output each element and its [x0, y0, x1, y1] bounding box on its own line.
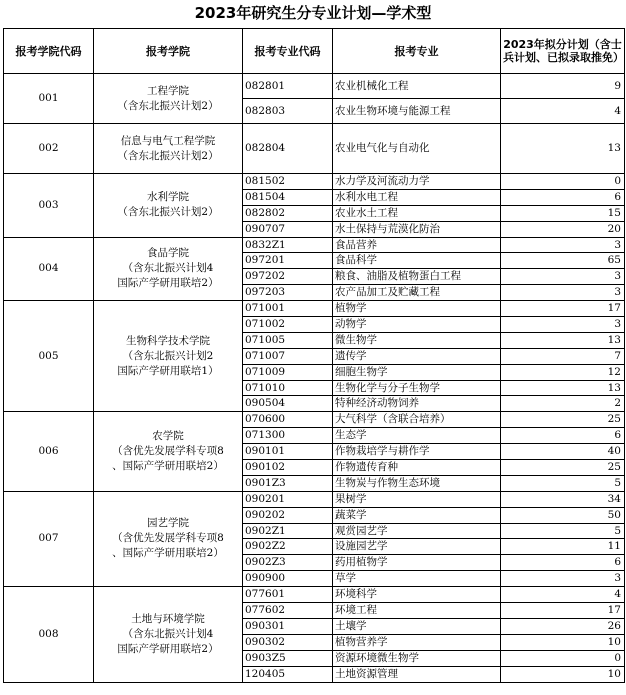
- major-name-cell: 药用植物学: [333, 555, 501, 571]
- page-title: 2023年研究生分专业计划—学术型: [194, 4, 432, 22]
- college-name-cell: [94, 237, 243, 301]
- plan-count-cell: 13: [501, 124, 625, 174]
- plan-count-cell: 2: [501, 396, 625, 412]
- college-name-line: （含东北振兴计划2）: [117, 149, 219, 162]
- plan-count-cell: 4: [501, 99, 625, 124]
- plan-count-cell: 25: [501, 460, 625, 476]
- major-name-cell: 生物化学与分子生物学: [333, 380, 501, 396]
- table-row: [4, 124, 625, 174]
- plan-count-cell: 17: [501, 603, 625, 619]
- plan-count-cell: 3: [501, 285, 625, 301]
- college-code-cell: 002: [4, 124, 94, 174]
- major-code-cell: 0901Z3: [243, 475, 333, 491]
- plan-count-cell: 4: [501, 587, 625, 603]
- major-code-cell: 090301: [243, 618, 333, 634]
- plan-count-cell: 7: [501, 348, 625, 364]
- header-major: 报考专业: [333, 29, 501, 74]
- plan-count-cell: 10: [501, 666, 625, 682]
- major-code-cell: 0902Z3: [243, 555, 333, 571]
- plan-count-cell: 6: [501, 428, 625, 444]
- table-row: [4, 74, 625, 99]
- plan-count-cell: 13: [501, 332, 625, 348]
- plan-count-cell: 40: [501, 444, 625, 460]
- major-name-cell: 大气科学（含联合培养）: [333, 412, 501, 428]
- major-code-cell: 090707: [243, 221, 333, 237]
- major-name-cell: 食品科学: [333, 253, 501, 269]
- plan-count-cell: 65: [501, 253, 625, 269]
- major-name-cell: 观赏园艺学: [333, 523, 501, 539]
- college-name-cell: [94, 491, 243, 586]
- major-name-cell: 环境工程: [333, 603, 501, 619]
- college-name-cell: [94, 174, 243, 238]
- major-code-cell: 082802: [243, 205, 333, 221]
- college-name-line: （含东北振兴计划2）: [117, 99, 219, 112]
- table-row: [4, 412, 625, 428]
- college-code-cell: 004: [4, 237, 94, 301]
- major-name-cell: 资源环境微生物学: [333, 650, 501, 666]
- major-code-cell: 071300: [243, 428, 333, 444]
- major-code-cell: 097202: [243, 269, 333, 285]
- major-name-cell: 农业生物环境与能源工程: [333, 99, 501, 124]
- college-code-cell: 006: [4, 412, 94, 491]
- major-code-cell: 097201: [243, 253, 333, 269]
- plan-count-cell: 3: [501, 317, 625, 333]
- major-code-cell: 0903Z5: [243, 650, 333, 666]
- table-row: [4, 587, 625, 603]
- college-name-line: 国际产学研用联培2）: [117, 642, 219, 655]
- major-code-cell: 090201: [243, 491, 333, 507]
- header-plan: 2023年拟分计划（含士兵计划、已拟录取推免）: [501, 29, 625, 74]
- plan-count-cell: 10: [501, 634, 625, 650]
- college-name-line: 、国际产学研用联培2）: [112, 547, 224, 560]
- plan-count-cell: 5: [501, 475, 625, 491]
- college-name-line: 土地与环境学院: [131, 612, 205, 625]
- plan-count-cell: 20: [501, 221, 625, 237]
- plan-count-cell: 17: [501, 301, 625, 317]
- header-college: 报考学院: [94, 29, 243, 74]
- major-name-cell: 环境科学: [333, 587, 501, 603]
- major-code-cell: 077601: [243, 587, 333, 603]
- major-code-cell: 071007: [243, 348, 333, 364]
- major-code-cell: 071005: [243, 332, 333, 348]
- major-code-cell: 071001: [243, 301, 333, 317]
- plan-count-cell: 12: [501, 364, 625, 380]
- major-name-cell: 遗传学: [333, 348, 501, 364]
- college-code-cell: 008: [4, 587, 94, 682]
- major-name-cell: 作物遗传育种: [333, 460, 501, 476]
- plan-count-cell: 25: [501, 412, 625, 428]
- major-code-cell: 081504: [243, 189, 333, 205]
- header-major-code: 报考专业代码: [243, 29, 333, 74]
- major-name-cell: 果树学: [333, 491, 501, 507]
- major-code-cell: 070600: [243, 412, 333, 428]
- major-code-cell: 071009: [243, 364, 333, 380]
- plan-count-cell: 9: [501, 74, 625, 99]
- major-name-cell: 农业电气化与自动化: [333, 124, 501, 174]
- major-code-cell: 082804: [243, 124, 333, 174]
- college-code-cell: 001: [4, 74, 94, 124]
- college-name-line: 工程学院: [147, 84, 189, 97]
- plan-count-cell: 0: [501, 174, 625, 190]
- plan-count-cell: 50: [501, 507, 625, 523]
- major-name-cell: 设施园艺学: [333, 539, 501, 555]
- college-name-cell: [94, 587, 243, 682]
- major-code-cell: 071010: [243, 380, 333, 396]
- table-row: [4, 237, 625, 253]
- major-name-cell: 农业机械化工程: [333, 74, 501, 99]
- major-name-cell: 土壤学: [333, 618, 501, 634]
- college-name-line: 农学院: [152, 430, 184, 443]
- major-code-cell: 097203: [243, 285, 333, 301]
- major-name-cell: 植物学: [333, 301, 501, 317]
- major-name-cell: 水土保持与荒漠化防治: [333, 221, 501, 237]
- college-name-line: （含优先发展学科专项8: [112, 445, 224, 458]
- college-code-cell: 005: [4, 301, 94, 412]
- college-name-line: 水利学院: [147, 191, 189, 204]
- major-code-cell: 090101: [243, 444, 333, 460]
- major-name-cell: 微生物学: [333, 332, 501, 348]
- college-name-line: 食品学院: [147, 247, 189, 260]
- major-name-cell: 生物炭与作物生态环境: [333, 475, 501, 491]
- major-name-cell: 细胞生物学: [333, 364, 501, 380]
- table-row: [4, 491, 625, 507]
- plan-count-cell: 6: [501, 555, 625, 571]
- college-code-cell: 007: [4, 491, 94, 586]
- college-name-cell: [94, 301, 243, 412]
- major-name-cell: 农业水土工程: [333, 205, 501, 221]
- college-name-line: 、国际产学研用联培2）: [112, 460, 224, 473]
- college-name-line: 生物科学技术学院: [126, 334, 210, 347]
- plan-count-cell: 3: [501, 237, 625, 253]
- major-code-cell: 120405: [243, 666, 333, 682]
- major-name-cell: 特种经济动物饲养: [333, 396, 501, 412]
- college-name-line: 信息与电气工程学院: [120, 134, 216, 147]
- table-row: [4, 174, 625, 190]
- college-name-line: 园艺学院: [147, 517, 189, 530]
- plan-table: [3, 28, 625, 683]
- plan-count-cell: 5: [501, 523, 625, 539]
- major-code-cell: 077602: [243, 603, 333, 619]
- major-name-cell: 动物学: [333, 317, 501, 333]
- major-code-cell: 090102: [243, 460, 333, 476]
- major-name-cell: 植物营养学: [333, 634, 501, 650]
- college-name-line: 国际产学研用联培2）: [117, 277, 219, 290]
- major-code-cell: 082803: [243, 99, 333, 124]
- plan-count-cell: 0: [501, 650, 625, 666]
- major-code-cell: 082801: [243, 74, 333, 99]
- plan-count-cell: 26: [501, 618, 625, 634]
- major-name-cell: 作物栽培学与耕作学: [333, 444, 501, 460]
- major-name-cell: 水力学及河流动力学: [333, 174, 501, 190]
- major-code-cell: 0902Z2: [243, 539, 333, 555]
- college-name-line: （含东北振兴计划4: [122, 627, 214, 640]
- plan-count-cell: 3: [501, 269, 625, 285]
- major-name-cell: 食品营养: [333, 237, 501, 253]
- major-code-cell: 0902Z1: [243, 523, 333, 539]
- plan-count-cell: 3: [501, 571, 625, 587]
- header-college-code: 报考学院代码: [4, 29, 94, 74]
- college-name-line: 国际产学研用联培1）: [117, 364, 219, 377]
- college-name-cell: [94, 412, 243, 491]
- major-code-cell: 090900: [243, 571, 333, 587]
- college-name-line: （含优先发展学科专项8: [112, 532, 224, 545]
- major-code-cell: 071002: [243, 317, 333, 333]
- plan-count-cell: 11: [501, 539, 625, 555]
- major-name-cell: 蔬菜学: [333, 507, 501, 523]
- college-name-line: （含东北振兴计划2: [122, 349, 214, 362]
- major-name-cell: 农产品加工及贮藏工程: [333, 285, 501, 301]
- college-code-cell: 003: [4, 174, 94, 238]
- table-row: [4, 301, 625, 317]
- major-code-cell: 0832Z1: [243, 237, 333, 253]
- major-name-cell: 土地资源管理: [333, 666, 501, 682]
- college-name-cell: [94, 124, 243, 174]
- major-name-cell: 水利水电工程: [333, 189, 501, 205]
- major-code-cell: 090302: [243, 634, 333, 650]
- college-name-cell: [94, 74, 243, 124]
- major-code-cell: 081502: [243, 174, 333, 190]
- major-name-cell: 粮食、油脂及植物蛋白工程: [333, 269, 501, 285]
- plan-count-cell: 6: [501, 189, 625, 205]
- major-code-cell: 090202: [243, 507, 333, 523]
- header-row: [4, 29, 625, 74]
- college-name-line: （含东北振兴计划2）: [117, 206, 219, 219]
- major-code-cell: 090504: [243, 396, 333, 412]
- major-name-cell: 生态学: [333, 428, 501, 444]
- plan-count-cell: 15: [501, 205, 625, 221]
- plan-count-cell: 34: [501, 491, 625, 507]
- plan-count-cell: 13: [501, 380, 625, 396]
- college-name-line: （含东北振兴计划4: [122, 262, 214, 275]
- major-name-cell: 草学: [333, 571, 501, 587]
